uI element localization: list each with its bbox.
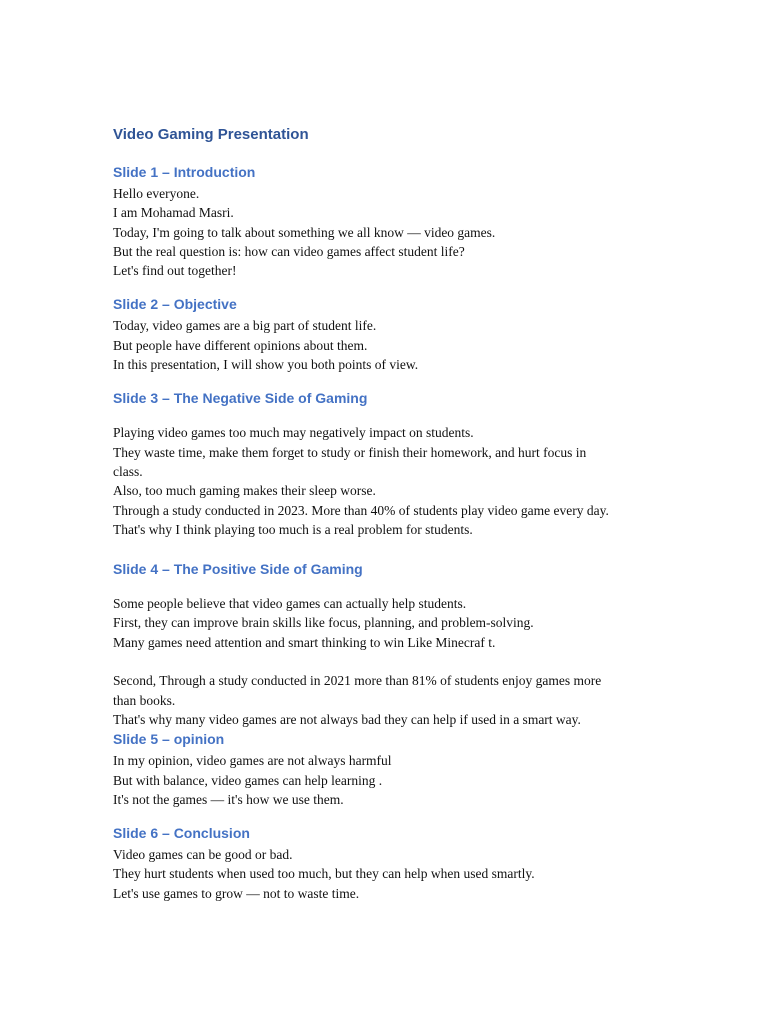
slide-3-line: Playing video games too much may negatively impact on students. bbox=[113, 425, 474, 441]
slide-1-section bbox=[113, 162, 673, 280]
slide-2-line: In this presentation, I will show you both points of view. bbox=[113, 357, 419, 373]
slide-6-line: Video games can be good or bad. bbox=[113, 847, 293, 863]
slide-3-line: That's why I think playing too much is a real problem for students. bbox=[113, 521, 473, 537]
document-page bbox=[113, 124, 673, 903]
slide-4-blank-line bbox=[113, 652, 673, 671]
slide-5-line: In my opinion, video games are not always harmful bbox=[113, 753, 392, 769]
slide-6-heading: Slide 6 – Conclusion bbox=[113, 825, 250, 842]
slide-4-line: That's why many video games are not always bad they can help if used in a smart way. bbox=[113, 711, 581, 727]
slide-2-line: Today, video games are a big part of student life. bbox=[113, 318, 377, 334]
slide-6-section bbox=[113, 823, 673, 903]
document-title: Video Gaming Presentation bbox=[113, 126, 309, 143]
slide-5-heading: Slide 5 – opinion bbox=[113, 731, 225, 748]
slide-3-section bbox=[113, 388, 673, 539]
slide-6-line: They hurt students when used too much, but they can help when used smartly. bbox=[113, 866, 535, 882]
slide-4-line: Many games need attention and smart thinking to win Like Minecraf t. bbox=[113, 634, 496, 650]
slide-3-line: Through a study conducted in 2023. More than 40% of students play video game every day. bbox=[113, 502, 609, 518]
slide-2-line: But people have different opinions about them. bbox=[113, 337, 368, 353]
slide-2-section bbox=[113, 294, 673, 374]
slide-3-line: class. bbox=[113, 463, 143, 479]
slide-4-section bbox=[113, 559, 673, 729]
slide-4-heading: Slide 4 – The Positive Side of Gaming bbox=[113, 561, 363, 578]
slide-2-heading: Slide 2 – Objective bbox=[113, 296, 237, 313]
slide-1-line: Today, I'm going to talk about something we all know — video games. bbox=[113, 224, 496, 240]
slide-1-line: I am Mohamad Masri. bbox=[113, 205, 234, 221]
slide-4-line: Second, Through a study conducted in 2021 more than 81% of students enjoy games more bbox=[113, 673, 602, 689]
slide-4-line: First, they can improve brain skills like focus, planning, and problem-solving. bbox=[113, 615, 534, 631]
slide-5-section bbox=[113, 729, 673, 809]
slide-1-line: But the real question is: how can video games affect student life? bbox=[113, 243, 465, 259]
slide-4-line: Some people believe that video games can actually help students. bbox=[113, 596, 467, 612]
slide-6-line: Let's use games to grow — not to waste time. bbox=[113, 885, 360, 901]
slide-4-line: than books. bbox=[113, 692, 176, 708]
slide-3-line: Also, too much gaming makes their sleep worse. bbox=[113, 483, 376, 499]
slide-3-line: They waste time, make them forget to study or finish their homework, and hurt focus in bbox=[113, 444, 587, 460]
slide-1-line: Let's find out together! bbox=[113, 263, 237, 279]
slide-5-line: It's not the games — it's how we use them. bbox=[113, 791, 344, 807]
slide-1-line: Hello everyone. bbox=[113, 186, 200, 201]
slide-3-heading: Slide 3 – The Negative Side of Gaming bbox=[113, 390, 368, 407]
slide-5-line: But with balance, video games can help learning . bbox=[113, 772, 383, 788]
slide-1-heading: Slide 1 – Introduction bbox=[113, 164, 256, 180]
